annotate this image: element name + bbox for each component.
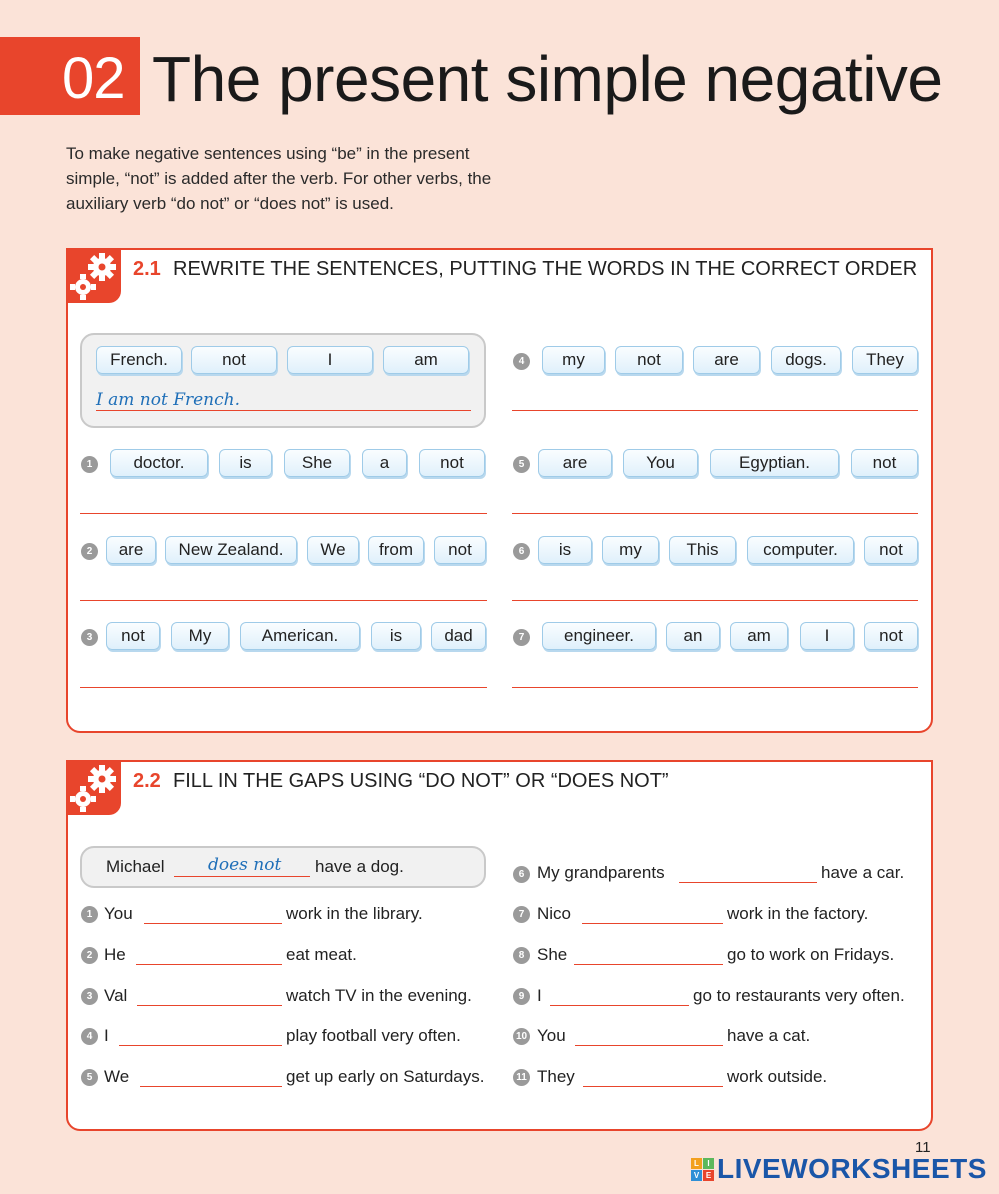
sentence-rest: eat meat. (286, 945, 357, 964)
word-tile[interactable]: am (383, 346, 469, 374)
gap-line[interactable] (583, 1086, 723, 1087)
sentence-subject: I (537, 986, 542, 1005)
item-number: 1 (81, 456, 98, 473)
word-tile[interactable]: not (106, 622, 160, 650)
example-answer: does not (208, 855, 282, 875)
sentence-rest: get up early on Saturdays. (286, 1067, 485, 1086)
item-number: 3 (81, 988, 98, 1005)
gap-line[interactable] (137, 1005, 282, 1006)
word-tile[interactable]: are (106, 536, 156, 564)
word-tile[interactable]: an (666, 622, 720, 650)
sentence-rest: go to work on Fridays. (727, 945, 895, 964)
word-tile[interactable]: are (693, 346, 760, 374)
gears-icon (69, 763, 119, 813)
word-tile[interactable]: my (602, 536, 659, 564)
gap-line[interactable] (575, 1045, 723, 1046)
answer-line[interactable] (512, 410, 918, 411)
brand-name: LIVEWORKSHEETS (717, 1153, 987, 1184)
word-tile[interactable]: not (864, 536, 918, 564)
item-number: 11 (513, 1069, 530, 1086)
item-number: 8 (513, 947, 530, 964)
sentence-subject: You (104, 904, 133, 923)
word-tile[interactable]: my (542, 346, 605, 374)
exercise-heading: FILL IN THE GAPS USING “DO NOT” OR “DOES NOT” (173, 770, 669, 792)
sentence-rest: work outside. (727, 1067, 828, 1086)
intro-text: To make negative sentences using “be” in the present simple, “not” is added after the verb. For other verbs, the auxiliary verb “do not” or “does not” is used. (66, 144, 492, 213)
sentence-subject: She (537, 945, 568, 964)
word-tile[interactable]: computer. (747, 536, 854, 564)
sentence-rest: watch TV in the evening. (286, 986, 472, 1005)
gap-line[interactable] (550, 1005, 689, 1006)
word-tile[interactable]: is (219, 449, 272, 477)
word-tile[interactable]: We (307, 536, 359, 564)
word-tile[interactable]: not (615, 346, 683, 374)
word-tile[interactable]: French. (96, 346, 182, 374)
liveworksheets-logo-icon: L I V E (691, 1158, 714, 1181)
sentence-subject: They (537, 1067, 575, 1086)
gap-line[interactable] (140, 1086, 282, 1087)
word-tile[interactable]: My (171, 622, 229, 650)
item-number: 6 (513, 543, 530, 560)
exercise-heading: REWRITE THE SENTENCES, PUTTING THE WORDS IN THE CORRECT ORDER (173, 258, 918, 280)
gap-line (174, 876, 310, 877)
sentence-subject: You (537, 1026, 566, 1045)
gears-icon (69, 251, 119, 301)
sentence-subject: He (104, 945, 126, 964)
word-tile[interactable]: This (669, 536, 736, 564)
answer-line (96, 410, 471, 411)
item-number: 4 (513, 353, 530, 370)
exercise-2-1-panel (66, 248, 933, 733)
word-tile[interactable]: a (362, 449, 407, 477)
sentence-rest: have a car. (821, 863, 905, 882)
example-answer: I am not French. (96, 390, 241, 410)
item-number: 1 (81, 906, 98, 923)
word-tile[interactable]: She (284, 449, 350, 477)
item-number: 9 (513, 988, 530, 1005)
word-tile[interactable]: not (191, 346, 277, 374)
chapter-number: 02 (62, 46, 125, 111)
word-tile[interactable]: not (851, 449, 918, 477)
word-tile[interactable]: Egyptian. (710, 449, 839, 477)
item-number: 10 (513, 1028, 530, 1045)
gap-line[interactable] (679, 882, 817, 883)
sentence-subject: Val (104, 986, 128, 1005)
item-number: 7 (513, 906, 530, 923)
word-tile[interactable]: They (852, 346, 918, 374)
word-tile[interactable]: dogs. (771, 346, 841, 374)
answer-line[interactable] (80, 513, 487, 514)
gap-line[interactable] (582, 923, 723, 924)
exercise-number: 2.1 (133, 258, 161, 280)
sentence-rest: have a cat. (727, 1026, 811, 1045)
word-tile[interactable]: is (538, 536, 592, 564)
gap-line[interactable] (574, 964, 723, 965)
sentence-subject: I (104, 1026, 109, 1045)
word-tile[interactable]: not (434, 536, 486, 564)
liveworksheets-brand[interactable] (691, 1152, 987, 1186)
word-tile[interactable]: are (538, 449, 612, 477)
word-tile[interactable]: is (371, 622, 421, 650)
item-number: 7 (513, 629, 530, 646)
item-number: 2 (81, 947, 98, 964)
sentence-subject: We (104, 1067, 130, 1086)
item-number: 5 (81, 1069, 98, 1086)
answer-line[interactable] (512, 600, 918, 601)
word-tile[interactable]: dad (431, 622, 486, 650)
word-tile[interactable]: not (419, 449, 485, 477)
gap-line[interactable] (119, 1045, 282, 1046)
answer-line[interactable] (512, 513, 918, 514)
sentence-subject: Michael (106, 857, 165, 876)
word-tile[interactable]: doctor. (110, 449, 208, 477)
answer-line[interactable] (80, 600, 487, 601)
page-number: 11 (915, 1139, 931, 1156)
word-tile[interactable]: not (864, 622, 918, 650)
item-number: 3 (81, 629, 98, 646)
item-number: 4 (81, 1028, 98, 1045)
word-tile[interactable]: am (730, 622, 788, 650)
sentence-rest: play football very often. (286, 1026, 461, 1045)
sentence-rest: work in the library. (286, 904, 423, 923)
word-tile[interactable]: You (623, 449, 698, 477)
word-tile[interactable]: I (800, 622, 854, 650)
sentence-subject: My grandparents (537, 863, 665, 882)
sentence-rest: have a dog. (315, 857, 404, 876)
exercise-number: 2.2 (133, 770, 161, 792)
word-tile[interactable]: engineer. (542, 622, 656, 650)
answer-line[interactable] (512, 687, 918, 688)
item-number: 5 (513, 456, 530, 473)
word-tile[interactable]: American. (240, 622, 360, 650)
word-tile[interactable]: I (287, 346, 373, 374)
sentence-rest: work in the factory. (727, 904, 869, 923)
answer-line[interactable] (80, 687, 487, 688)
gap-line[interactable] (136, 964, 282, 965)
sentence-subject: Nico (537, 904, 572, 923)
gap-line[interactable] (144, 923, 282, 924)
word-tile[interactable]: from (368, 536, 424, 564)
item-number: 2 (81, 543, 98, 560)
sentence-rest: go to restaurants very often. (693, 986, 905, 1005)
gear-badge (66, 760, 121, 815)
word-tile[interactable]: New Zealand. (165, 536, 297, 564)
page-title: The present simple negative (152, 43, 943, 115)
gear-badge (66, 248, 121, 303)
item-number: 6 (513, 866, 530, 883)
